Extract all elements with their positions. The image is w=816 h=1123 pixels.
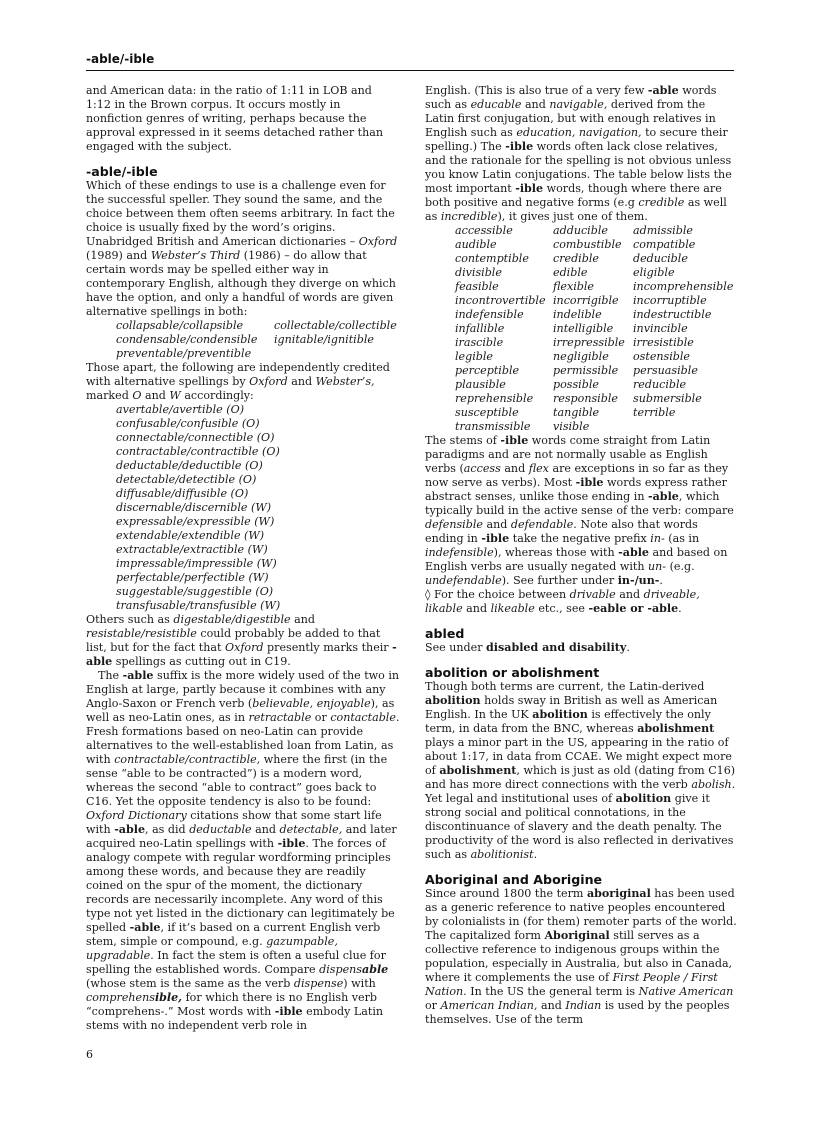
- ible-word: reprehensible: [455, 392, 534, 405]
- paragraph-cross-ref: ◊ For the choice between drivable and driveable, likable and likeable etc., see -eable or -able.: [425, 588, 700, 615]
- ible-word: irascible: [455, 336, 504, 349]
- running-head: -able/-ible: [86, 52, 155, 66]
- ible-word: transmissible: [455, 420, 531, 433]
- alt-spelling-item: discernable/discernible (W): [116, 501, 272, 514]
- headword-abled: abled: [425, 626, 465, 641]
- paragraph-abled: See under disabled and disability.: [425, 641, 630, 654]
- word-pair: ignitable/ignitible: [274, 333, 374, 346]
- alternative-spellings-list: [116, 403, 400, 613]
- ible-word: credible: [553, 252, 599, 265]
- ible-word: legible: [455, 350, 493, 363]
- header-rule: [86, 70, 734, 71]
- ible-word: invincible: [633, 322, 688, 335]
- right-column: [425, 84, 737, 1027]
- ible-word: incontrovertible: [455, 294, 546, 307]
- ible-word: divisible: [455, 266, 502, 279]
- ible-word: persuasible: [633, 364, 698, 377]
- word-pair: [274, 347, 400, 361]
- ible-word: feasible: [455, 280, 499, 293]
- ible-word: plausible: [455, 378, 506, 391]
- alt-spelling-item: diffusable/diffusible (O): [116, 487, 249, 500]
- left-column: [86, 84, 400, 1033]
- paragraph-alternatives: Those apart, the following are independently credited with alternative spellings by Oxford and Webster’s, marked O and W accordingly:: [86, 361, 390, 402]
- ible-word: incomprehensible: [633, 280, 734, 293]
- word-pair: preventable/preventible: [116, 347, 252, 360]
- alt-spelling-item: confusable/confusible (O): [116, 417, 260, 430]
- ible-word: possible: [553, 378, 599, 391]
- ible-word: perceptible: [455, 364, 520, 377]
- ible-word: irrepressible: [553, 336, 625, 349]
- word-pair: collectable/collectible: [274, 319, 397, 332]
- ible-word: edible: [553, 266, 588, 279]
- ible-word: admissible: [633, 224, 693, 237]
- ible-word: contemptible: [455, 252, 529, 265]
- alt-spelling-item: perfectable/perfectible (W): [116, 571, 269, 584]
- alt-spelling-item: suggestable/suggestible (O): [116, 585, 274, 598]
- paragraph-stems: The stems of -ible words come straight from Latin paradigms and are not normally usable as English verbs (access and flex are exceptions in so far as they now serve as verbs). Most -ible words express rather abstract senses, unlike those ending in -able, which typically build in the active sense of the verb: compare defensible and defendable. Note also that words ending in -ible take the negative prefix in- (as in indefensible), whereas those with -able and based on English verbs are usually negated with un- (e.g. undefendable). See further under in-/un-.: [425, 434, 734, 587]
- ible-word: incorruptible: [633, 294, 707, 307]
- ible-word: terrible: [633, 406, 676, 419]
- ible-words-table: [455, 224, 737, 434]
- ible-word: combustible: [553, 238, 622, 251]
- paragraph-aboriginal: Since around 1800 the term aboriginal has been used as a generic reference to native peoples encountered by colonialists in (for them) remoter parts of the world. The capitalized form Aboriginal still serves as a collective reference to indigenous groups within the population, especially in Australia, but also in Canada, where it complements the use of First People / First Nation. In the US the general term is Native American or American Indian, and Indian is used by the peoples themselves. Use of the term: [425, 887, 737, 1026]
- ible-word: indestructible: [633, 308, 712, 321]
- paragraph-others: Others such as digestable/digestible and resistable/resistible could probably be added to that list, but for the fact that Oxford presently marks their -able spellings as cutting out in C19.: [86, 613, 397, 668]
- ible-word: [633, 420, 737, 434]
- ible-word: indelible: [553, 308, 602, 321]
- ible-word: visible: [553, 420, 590, 433]
- ible-word: deducible: [633, 252, 688, 265]
- ible-word: permissible: [553, 364, 619, 377]
- ible-word: eligible: [633, 266, 675, 279]
- page-number: 6: [86, 1048, 93, 1061]
- alt-spelling-item: contractable/contractible (O): [116, 445, 280, 458]
- paragraph-latin-conjugation: English. (This is also true of a very few -able words such as educable and navigable, derived from the Latin first conjugation, but with enough relatives in English such as education, navigation, to secure their spelling.) The -ible words often lack close relatives, and the rationale for the spelling is not obvious unless you know Latin conjugations. The table below lists the most important -ible words, though where there are both positive and negative forms (e.g credible as well as incredible), it gives just one of them.: [425, 84, 732, 223]
- word-pair: condensable/condensible: [116, 333, 258, 346]
- alt-spelling-item: extendable/extendible (W): [116, 529, 265, 542]
- ible-word: infallible: [455, 322, 505, 335]
- ible-word: intelligible: [553, 322, 614, 335]
- ible-word: compatible: [633, 238, 696, 251]
- alt-spelling-item: connectable/connectible (O): [116, 431, 275, 444]
- alt-spelling-item: avertable/avertible (O): [116, 403, 245, 416]
- ible-word: irresistible: [633, 336, 694, 349]
- ible-word: flexible: [553, 280, 594, 293]
- both-dictionaries-list: [116, 319, 400, 361]
- paragraph-intro: and American data: in the ratio of 1:11 in LOB and 1:12 in the Brown corpus. It occurs mostly in nonfiction genres of writing, perhaps because the approval expressed in it seems detached rather than engaged with the subject.: [86, 84, 384, 153]
- alt-spelling-item: deductable/deductible (O): [116, 459, 263, 472]
- headword-able-ible: -able/-ible: [86, 164, 158, 179]
- alt-spelling-item: expressable/expressible (W): [116, 515, 275, 528]
- ible-word: adducible: [553, 224, 608, 237]
- paragraph-able-suffix: The -able suffix is the more widely used of the two in English at large, partly because it combines with any Anglo-Saxon or French verb (believable, enjoyable), as well as neo-Latin ones, as in retractable or contactable. Fresh formations based on neo-Latin can provide alternatives to the well-established loan from Latin, as with contractable/contractible, where the first (in the sense “able to be contracted”) is a modern word, whereas the second “able to contract” goes back to C16. Yet the opposite tendency is also to be found: Oxford Dictionary citations show that some start life with -able, as did deductable and detectable, and later acquired neo-Latin spellings with -ible. The forces of analogy compete with regular wordforming principles among these words, and because they are readily coined on the spur of the moment, the dictionary records are necessarily incomplete. Any word of this type not yet listed in the dictionary can legitimately be spelled -able, if it’s based on a current English verb stem, simple or compound, e.g. gazumpable, upgradable. In fact the stem is often a useful clue for spelling the established words. Compare dispensable (whose stem is the same as the verb dispense) with comprehensible, for which there is no English verb “comprehens-.” Most words with -ible embody Latin stems with no independent verb role in: [86, 669, 400, 1032]
- alt-spelling-item: impressable/impressible (W): [116, 557, 277, 570]
- ible-word: tangible: [553, 406, 600, 419]
- paragraph-choice: Which of these endings to use is a challenge even for the successful speller. They sound the same, and the choice between them often seems arbitrary. In fact the choice is usually fixed by the word’s origins. Unabridged British and American dictionaries – Oxford (1989) and Webster’s Third (1986) – do allow that certain words may be spelled either way in contemporary English, although they diverge on which have the option, and only a handful of words are given alternative spellings in both:: [86, 179, 398, 318]
- ible-word: accessible: [455, 224, 513, 237]
- word-pair: collapsable/collapsible: [116, 319, 244, 332]
- ible-word: indefensible: [455, 308, 524, 321]
- ible-word: submersible: [633, 392, 702, 405]
- ible-word: audible: [455, 238, 497, 251]
- ible-word: reducible: [633, 378, 687, 391]
- ible-word: susceptible: [455, 406, 519, 419]
- alt-spelling-item: extractable/extractible (W): [116, 543, 268, 556]
- headword-aboriginal: Aboriginal and Aborigine: [425, 872, 603, 887]
- ible-word: incorrigible: [553, 294, 619, 307]
- ible-word: responsible: [553, 392, 618, 405]
- alt-spelling-item: transfusable/transfusible (W): [116, 599, 281, 612]
- ible-word: negligible: [553, 350, 609, 363]
- headword-abolition: abolition or abolishment: [425, 665, 600, 680]
- ible-word: ostensible: [633, 350, 690, 363]
- alt-spelling-item: detectable/detectible (O): [116, 473, 257, 486]
- paragraph-abolition: Though both terms are current, the Latin-derived abolition holds sway in British as well as American English. In the UK abolition is effectively the only term, in data from the BNC, whereas abolishment plays a minor part in the US, appearing in the ratio of about 1:17, in data from CCAE. We might expect more of abolishment, which is just as old (dating from C16) and has more direct connections with the verb abolish. Yet legal and institutional uses of abolition give it strong social and political connotations, in the discontinuance of slavery and the death penalty. The productivity of the word is also reflected in derivatives such as abolitionist.: [425, 680, 736, 861]
